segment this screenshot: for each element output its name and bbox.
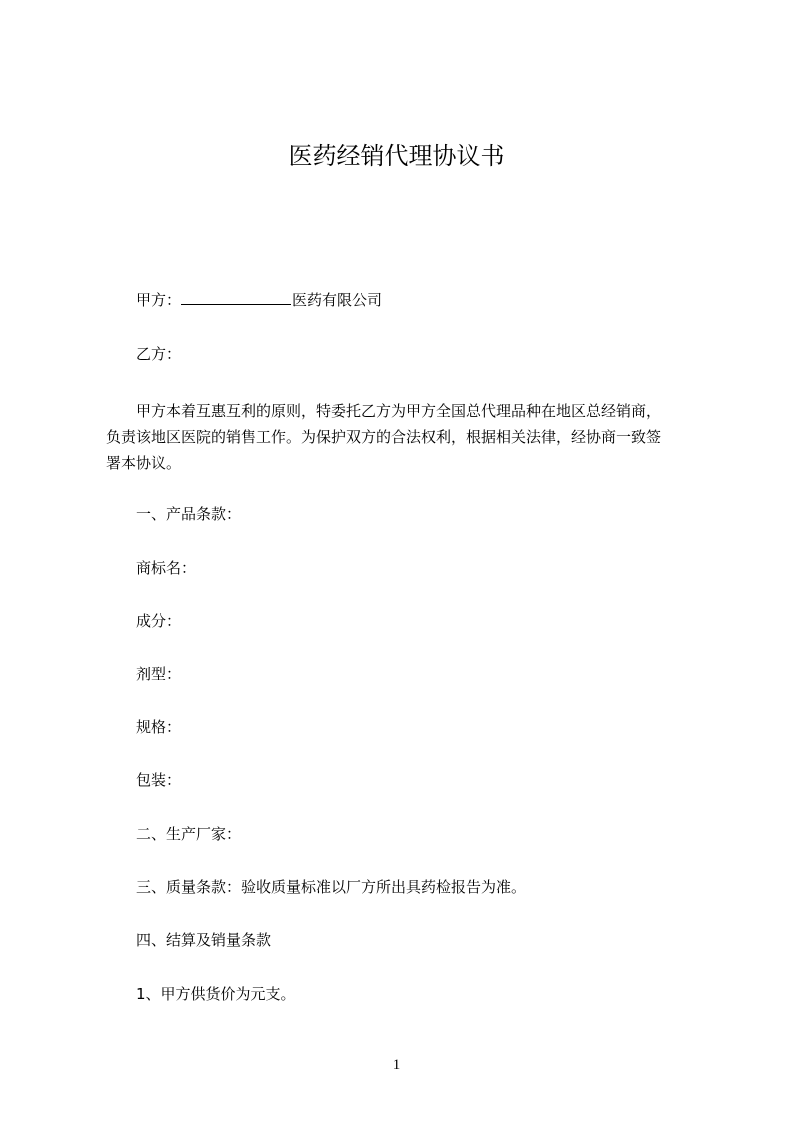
intro-line: 负责该地区医院的销售工作。为保护双方的合法权利，根据相关法律，经协商一致签 [106, 428, 662, 446]
party-a-line [136, 289, 382, 311]
party-a-label: 甲方： [136, 291, 182, 309]
party-a-name: 医药有限公司 [292, 291, 383, 309]
page-number: 1 [392, 1057, 401, 1073]
section-quality-terms: 三、质量条款：验收质量标准以厂方所出具药检报告为准。 [136, 878, 527, 896]
section-product-terms: 一、产品条款： [136, 505, 242, 523]
dosage-form-label: 剂型： [136, 665, 182, 683]
trademark-label: 商标名： [136, 559, 197, 577]
intro-line: 署本协议。 [106, 454, 182, 472]
party-a-blank [181, 289, 291, 305]
section-manufacturer: 二、生产厂家： [136, 825, 242, 843]
ingredients-label: 成分： [136, 612, 182, 630]
party-b-label: 乙方： [136, 345, 182, 363]
item-supply-price: 1、甲方供货价为元支。 [136, 985, 296, 1003]
specification-label: 规格： [136, 718, 182, 736]
intro-paragraph [106, 398, 706, 476]
document-title: 医药经销代理协议书 [288, 142, 505, 170]
intro-line: 甲方本着互惠互利的原则，特委托乙方为甲方全国总代理品种在地区总经销商， [106, 402, 662, 420]
packaging-label: 包装： [136, 771, 182, 789]
section-settlement-terms: 四、结算及销量条款 [136, 931, 272, 949]
